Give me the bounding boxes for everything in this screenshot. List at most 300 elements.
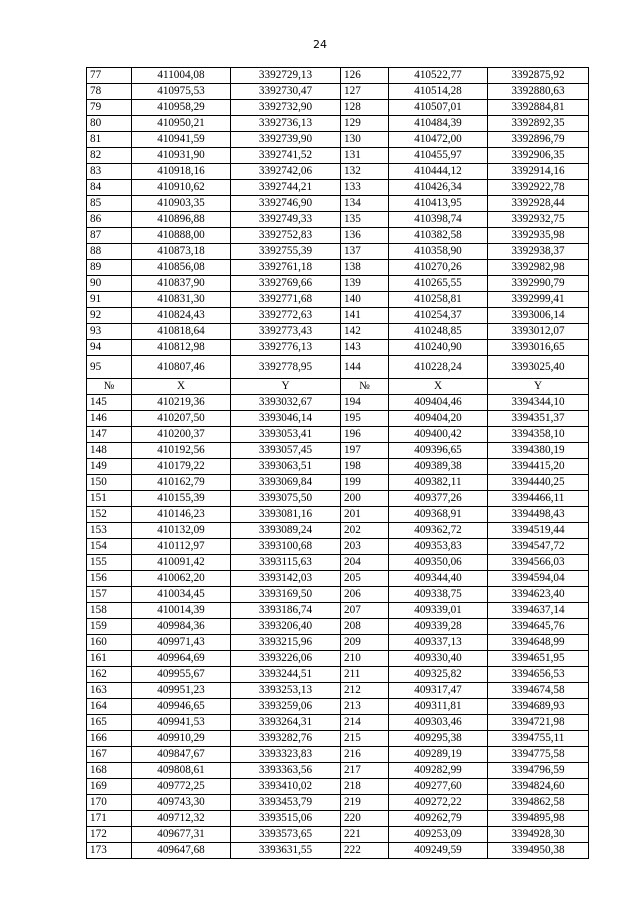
table-row <box>87 571 589 587</box>
x-coordinate-cell: 410856,08 <box>132 260 231 276</box>
point-number-cell: 207 <box>341 603 389 619</box>
x-coordinate-cell: 409295,38 <box>389 731 488 747</box>
x-coordinate-cell: 409368,91 <box>389 507 488 523</box>
table-row <box>87 491 589 507</box>
y-coordinate-cell: 3393186,74 <box>231 603 341 619</box>
x-coordinate-cell: 409289,19 <box>389 747 488 763</box>
point-number-cell: 136 <box>341 228 389 244</box>
table-row <box>87 196 589 212</box>
point-number-cell: 197 <box>341 443 389 459</box>
y-coordinate-cell: 3394415,20 <box>488 459 589 475</box>
x-coordinate-cell: 409353,83 <box>389 539 488 555</box>
x-coordinate-cell: 409350,06 <box>389 555 488 571</box>
y-coordinate-cell: 3392932,75 <box>488 212 589 228</box>
point-number-cell: 163 <box>87 683 132 699</box>
point-number-cell: 147 <box>87 427 132 443</box>
x-coordinate-cell: 410270,26 <box>389 260 488 276</box>
point-number-cell: 201 <box>341 507 389 523</box>
x-coordinate-cell: 410248,85 <box>389 324 488 340</box>
table-row <box>87 475 589 491</box>
table-row <box>87 635 589 651</box>
x-coordinate-cell: 410444,12 <box>389 164 488 180</box>
y-coordinate-cell: 3394645,76 <box>488 619 589 635</box>
y-coordinate-cell: 3394651,95 <box>488 651 589 667</box>
y-coordinate-cell: 3392999,41 <box>488 292 589 308</box>
y-coordinate-cell: 3393215,96 <box>231 635 341 651</box>
x-coordinate-cell: 410818,64 <box>132 324 231 340</box>
y-coordinate-cell: 3394594,04 <box>488 571 589 587</box>
y-coordinate-cell: 3393453,79 <box>231 795 341 811</box>
point-number-cell: 131 <box>341 148 389 164</box>
table-row <box>87 164 589 180</box>
x-coordinate-cell: 410200,37 <box>132 427 231 443</box>
x-coordinate-cell: 410112,97 <box>132 539 231 555</box>
y-coordinate-cell: 3394674,58 <box>488 683 589 699</box>
x-coordinate-cell: 409338,75 <box>389 587 488 603</box>
x-coordinate-cell: 409712,32 <box>132 811 231 827</box>
y-coordinate-cell: 3393282,76 <box>231 731 341 747</box>
x-coordinate-cell: 409946,65 <box>132 699 231 715</box>
point-number-cell: 83 <box>87 164 132 180</box>
y-coordinate-cell: 3392729,13 <box>231 68 341 84</box>
x-coordinate-cell: 409344,40 <box>389 571 488 587</box>
y-coordinate-cell: 3393063,51 <box>231 459 341 475</box>
y-coordinate-cell: 3392739,90 <box>231 132 341 148</box>
point-number-cell: 84 <box>87 180 132 196</box>
y-coordinate-cell: 3393363,56 <box>231 763 341 779</box>
y-coordinate-cell: 3392736,13 <box>231 116 341 132</box>
table-row <box>87 843 589 859</box>
y-coordinate-cell: 3393089,24 <box>231 523 341 539</box>
y-coordinate-cell: 3393100,68 <box>231 539 341 555</box>
x-coordinate-cell: 409847,67 <box>132 747 231 763</box>
y-coordinate-cell: 3394895,98 <box>488 811 589 827</box>
point-number-cell: 164 <box>87 699 132 715</box>
y-coordinate-cell: 3393323,83 <box>231 747 341 763</box>
x-coordinate-cell: 410941,59 <box>132 132 231 148</box>
x-coordinate-cell: 409984,36 <box>132 619 231 635</box>
point-number-cell: 79 <box>87 100 132 116</box>
y-coordinate-cell: 3394351,37 <box>488 411 589 427</box>
point-number-cell: 127 <box>341 84 389 100</box>
y-coordinate-cell: 3392875,92 <box>488 68 589 84</box>
table-row <box>87 539 589 555</box>
point-number-cell: 200 <box>341 491 389 507</box>
x-coordinate-cell: 410824,43 <box>132 308 231 324</box>
y-coordinate-cell: 3392922,78 <box>488 180 589 196</box>
x-coordinate-cell: 409647,68 <box>132 843 231 859</box>
table-row <box>87 148 589 164</box>
x-coordinate-cell: 409325,82 <box>389 667 488 683</box>
x-coordinate-cell: 409382,11 <box>389 475 488 491</box>
point-number-cell: 217 <box>341 763 389 779</box>
x-coordinate-cell: 409964,69 <box>132 651 231 667</box>
point-number-cell: 154 <box>87 539 132 555</box>
point-number-cell: 166 <box>87 731 132 747</box>
point-number-cell: 78 <box>87 84 132 100</box>
header-row <box>87 379 589 395</box>
point-number-cell: 214 <box>341 715 389 731</box>
table-row <box>87 811 589 827</box>
header-cell-y: Y <box>231 379 341 395</box>
x-coordinate-cell: 409677,31 <box>132 827 231 843</box>
x-coordinate-cell: 409772,25 <box>132 779 231 795</box>
point-number-cell: 86 <box>87 212 132 228</box>
x-coordinate-cell: 410358,90 <box>389 244 488 260</box>
y-coordinate-cell: 3394498,43 <box>488 507 589 523</box>
x-coordinate-cell: 409955,67 <box>132 667 231 683</box>
point-number-cell: 80 <box>87 116 132 132</box>
y-coordinate-cell: 3393226,06 <box>231 651 341 667</box>
y-coordinate-cell: 3393631,55 <box>231 843 341 859</box>
header-cell-no: № <box>341 379 389 395</box>
table-row <box>87 667 589 683</box>
point-number-cell: 216 <box>341 747 389 763</box>
x-coordinate-cell: 410918,16 <box>132 164 231 180</box>
point-number-cell: 137 <box>341 244 389 260</box>
table-row <box>87 619 589 635</box>
point-number-cell: 149 <box>87 459 132 475</box>
y-coordinate-cell: 3392746,90 <box>231 196 341 212</box>
point-number-cell: 213 <box>341 699 389 715</box>
point-number-cell: 91 <box>87 292 132 308</box>
y-coordinate-cell: 3394721,98 <box>488 715 589 731</box>
point-number-cell: 205 <box>341 571 389 587</box>
point-number-cell: 148 <box>87 443 132 459</box>
table-row <box>87 228 589 244</box>
point-number-cell: 81 <box>87 132 132 148</box>
x-coordinate-cell: 410228,24 <box>389 356 488 379</box>
y-coordinate-cell: 3392778,95 <box>231 356 341 379</box>
point-number-cell: 132 <box>341 164 389 180</box>
y-coordinate-cell: 3394358,10 <box>488 427 589 443</box>
table-row <box>87 827 589 843</box>
page-number: 24 <box>313 38 327 51</box>
point-number-cell: 219 <box>341 795 389 811</box>
point-number-cell: 95 <box>87 356 132 379</box>
y-coordinate-cell: 3392776,13 <box>231 340 341 356</box>
y-coordinate-cell: 3392755,39 <box>231 244 341 260</box>
table-row <box>87 651 589 667</box>
table-row <box>87 411 589 427</box>
header-cell-x: X <box>132 379 231 395</box>
table-row <box>87 763 589 779</box>
y-coordinate-cell: 3392896,79 <box>488 132 589 148</box>
y-coordinate-cell: 3394440,25 <box>488 475 589 491</box>
x-coordinate-cell: 410155,39 <box>132 491 231 507</box>
y-coordinate-cell: 3393515,06 <box>231 811 341 827</box>
y-coordinate-cell: 3393006,14 <box>488 308 589 324</box>
x-coordinate-cell: 410950,21 <box>132 116 231 132</box>
point-number-cell: 151 <box>87 491 132 507</box>
table-row <box>87 395 589 411</box>
x-coordinate-cell: 409971,43 <box>132 635 231 651</box>
table-row <box>87 555 589 571</box>
x-coordinate-cell: 410514,28 <box>389 84 488 100</box>
y-coordinate-cell: 3392906,35 <box>488 148 589 164</box>
x-coordinate-cell: 410192,56 <box>132 443 231 459</box>
y-coordinate-cell: 3393057,45 <box>231 443 341 459</box>
x-coordinate-cell: 410413,95 <box>389 196 488 212</box>
x-coordinate-cell: 410132,09 <box>132 523 231 539</box>
x-coordinate-cell: 410975,53 <box>132 84 231 100</box>
y-coordinate-cell: 3393081,16 <box>231 507 341 523</box>
y-coordinate-cell: 3394656,53 <box>488 667 589 683</box>
point-number-cell: 138 <box>341 260 389 276</box>
point-number-cell: 173 <box>87 843 132 859</box>
y-coordinate-cell: 3393264,31 <box>231 715 341 731</box>
point-number-cell: 139 <box>341 276 389 292</box>
point-number-cell: 152 <box>87 507 132 523</box>
x-coordinate-cell: 409362,72 <box>389 523 488 539</box>
point-number-cell: 129 <box>341 116 389 132</box>
point-number-cell: 150 <box>87 475 132 491</box>
table-row <box>87 276 589 292</box>
x-coordinate-cell: 410091,42 <box>132 555 231 571</box>
y-coordinate-cell: 3393069,84 <box>231 475 341 491</box>
point-number-cell: 77 <box>87 68 132 84</box>
table-row <box>87 523 589 539</box>
table-row <box>87 308 589 324</box>
table-row <box>87 507 589 523</box>
x-coordinate-cell: 410162,79 <box>132 475 231 491</box>
point-number-cell: 135 <box>341 212 389 228</box>
y-coordinate-cell: 3392884,81 <box>488 100 589 116</box>
x-coordinate-cell: 410455,97 <box>389 148 488 164</box>
point-number-cell: 146 <box>87 411 132 427</box>
y-coordinate-cell: 3392744,21 <box>231 180 341 196</box>
x-coordinate-cell: 410958,29 <box>132 100 231 116</box>
table-row <box>87 244 589 260</box>
x-coordinate-cell: 410382,58 <box>389 228 488 244</box>
x-coordinate-cell: 409249,59 <box>389 843 488 859</box>
point-number-cell: 126 <box>341 68 389 84</box>
x-coordinate-cell: 409253,09 <box>389 827 488 843</box>
table-row <box>87 795 589 811</box>
x-coordinate-cell: 410207,50 <box>132 411 231 427</box>
x-coordinate-cell: 409404,46 <box>389 395 488 411</box>
x-coordinate-cell: 410888,00 <box>132 228 231 244</box>
x-coordinate-cell: 409337,13 <box>389 635 488 651</box>
y-coordinate-cell: 3392982,98 <box>488 260 589 276</box>
point-number-cell: 145 <box>87 395 132 411</box>
table-row <box>87 292 589 308</box>
table-row <box>87 212 589 228</box>
y-coordinate-cell: 3394928,30 <box>488 827 589 843</box>
header-cell-y: Y <box>488 379 589 395</box>
table-row <box>87 84 589 100</box>
y-coordinate-cell: 3392892,35 <box>488 116 589 132</box>
x-coordinate-cell: 410219,36 <box>132 395 231 411</box>
point-number-cell: 140 <box>341 292 389 308</box>
y-coordinate-cell: 3394862,58 <box>488 795 589 811</box>
point-number-cell: 156 <box>87 571 132 587</box>
x-coordinate-cell: 409808,61 <box>132 763 231 779</box>
table-row <box>87 459 589 475</box>
x-coordinate-cell: 409404,20 <box>389 411 488 427</box>
y-coordinate-cell: 3394950,38 <box>488 843 589 859</box>
coordinates-table-top-section <box>87 68 589 379</box>
point-number-cell: 142 <box>341 324 389 340</box>
x-coordinate-cell: 410265,55 <box>389 276 488 292</box>
point-number-cell: 134 <box>341 196 389 212</box>
x-coordinate-cell: 410014,39 <box>132 603 231 619</box>
table-row <box>87 324 589 340</box>
y-coordinate-cell: 3392914,16 <box>488 164 589 180</box>
point-number-cell: 168 <box>87 763 132 779</box>
x-coordinate-cell: 410931,90 <box>132 148 231 164</box>
y-coordinate-cell: 3393169,50 <box>231 587 341 603</box>
y-coordinate-cell: 3394380,19 <box>488 443 589 459</box>
y-coordinate-cell: 3392752,83 <box>231 228 341 244</box>
x-coordinate-cell: 409339,28 <box>389 619 488 635</box>
x-coordinate-cell: 410258,81 <box>389 292 488 308</box>
y-coordinate-cell: 3392732,90 <box>231 100 341 116</box>
y-coordinate-cell: 3393053,41 <box>231 427 341 443</box>
point-number-cell: 211 <box>341 667 389 683</box>
y-coordinate-cell: 3392935,98 <box>488 228 589 244</box>
point-number-cell: 89 <box>87 260 132 276</box>
point-number-cell: 204 <box>341 555 389 571</box>
y-coordinate-cell: 3393259,06 <box>231 699 341 715</box>
y-coordinate-cell: 3394344,10 <box>488 395 589 411</box>
point-number-cell: 215 <box>341 731 389 747</box>
point-number-cell: 160 <box>87 635 132 651</box>
point-number-cell: 94 <box>87 340 132 356</box>
x-coordinate-cell: 410812,98 <box>132 340 231 356</box>
point-number-cell: 143 <box>341 340 389 356</box>
table-row <box>87 356 589 379</box>
table-row <box>87 715 589 731</box>
table-row <box>87 779 589 795</box>
coordinates-table <box>86 67 589 859</box>
point-number-cell: 212 <box>341 683 389 699</box>
y-coordinate-cell: 3392880,63 <box>488 84 589 100</box>
point-number-cell: 170 <box>87 795 132 811</box>
point-number-cell: 220 <box>341 811 389 827</box>
point-number-cell: 82 <box>87 148 132 164</box>
y-coordinate-cell: 3393115,63 <box>231 555 341 571</box>
point-number-cell: 199 <box>341 475 389 491</box>
point-number-cell: 162 <box>87 667 132 683</box>
table-row <box>87 116 589 132</box>
point-number-cell: 85 <box>87 196 132 212</box>
y-coordinate-cell: 3394775,58 <box>488 747 589 763</box>
x-coordinate-cell: 409272,22 <box>389 795 488 811</box>
y-coordinate-cell: 3394566,03 <box>488 555 589 571</box>
y-coordinate-cell: 3392730,47 <box>231 84 341 100</box>
point-number-cell: 222 <box>341 843 389 859</box>
y-coordinate-cell: 3393253,13 <box>231 683 341 699</box>
x-coordinate-cell: 410179,22 <box>132 459 231 475</box>
point-number-cell: 92 <box>87 308 132 324</box>
point-number-cell: 206 <box>341 587 389 603</box>
x-coordinate-cell: 409277,60 <box>389 779 488 795</box>
point-number-cell: 167 <box>87 747 132 763</box>
x-coordinate-cell: 409317,47 <box>389 683 488 699</box>
point-number-cell: 202 <box>341 523 389 539</box>
y-coordinate-cell: 3394755,11 <box>488 731 589 747</box>
point-number-cell: 172 <box>87 827 132 843</box>
y-coordinate-cell: 3392742,06 <box>231 164 341 180</box>
y-coordinate-cell: 3392749,33 <box>231 212 341 228</box>
point-number-cell: 87 <box>87 228 132 244</box>
y-coordinate-cell: 3392741,52 <box>231 148 341 164</box>
coordinates-table-header <box>87 379 589 395</box>
table-row <box>87 603 589 619</box>
x-coordinate-cell: 409389,38 <box>389 459 488 475</box>
point-number-cell: 88 <box>87 244 132 260</box>
y-coordinate-cell: 3394466,11 <box>488 491 589 507</box>
y-coordinate-cell: 3393046,14 <box>231 411 341 427</box>
x-coordinate-cell: 410034,45 <box>132 587 231 603</box>
x-coordinate-cell: 409377,26 <box>389 491 488 507</box>
y-coordinate-cell: 3394547,72 <box>488 539 589 555</box>
x-coordinate-cell: 410837,90 <box>132 276 231 292</box>
y-coordinate-cell: 3394623,40 <box>488 587 589 603</box>
y-coordinate-cell: 3394824,60 <box>488 779 589 795</box>
point-number-cell: 218 <box>341 779 389 795</box>
point-number-cell: 208 <box>341 619 389 635</box>
x-coordinate-cell: 409743,30 <box>132 795 231 811</box>
y-coordinate-cell: 3393410,02 <box>231 779 341 795</box>
x-coordinate-cell: 410426,34 <box>389 180 488 196</box>
y-coordinate-cell: 3393016,65 <box>488 340 589 356</box>
x-coordinate-cell: 410472,00 <box>389 132 488 148</box>
point-number-cell: 194 <box>341 395 389 411</box>
point-number-cell: 210 <box>341 651 389 667</box>
point-number-cell: 153 <box>87 523 132 539</box>
y-coordinate-cell: 3392928,44 <box>488 196 589 212</box>
table-row <box>87 340 589 356</box>
point-number-cell: 161 <box>87 651 132 667</box>
x-coordinate-cell: 409282,99 <box>389 763 488 779</box>
y-coordinate-cell: 3393244,51 <box>231 667 341 683</box>
point-number-cell: 165 <box>87 715 132 731</box>
y-coordinate-cell: 3393573,65 <box>231 827 341 843</box>
y-coordinate-cell: 3392773,43 <box>231 324 341 340</box>
point-number-cell: 157 <box>87 587 132 603</box>
y-coordinate-cell: 3393012,07 <box>488 324 589 340</box>
x-coordinate-cell: 410484,39 <box>389 116 488 132</box>
x-coordinate-cell: 410522,77 <box>389 68 488 84</box>
y-coordinate-cell: 3392938,37 <box>488 244 589 260</box>
point-number-cell: 90 <box>87 276 132 292</box>
table-row <box>87 68 589 84</box>
point-number-cell: 195 <box>341 411 389 427</box>
y-coordinate-cell: 3394637,14 <box>488 603 589 619</box>
x-coordinate-cell: 409330,40 <box>389 651 488 667</box>
x-coordinate-cell: 410831,30 <box>132 292 231 308</box>
table-row <box>87 699 589 715</box>
point-number-cell: 144 <box>341 356 389 379</box>
x-coordinate-cell: 410873,18 <box>132 244 231 260</box>
point-number-cell: 171 <box>87 811 132 827</box>
point-number-cell: 169 <box>87 779 132 795</box>
x-coordinate-cell: 409311,81 <box>389 699 488 715</box>
x-coordinate-cell: 409396,65 <box>389 443 488 459</box>
x-coordinate-cell: 409941,53 <box>132 715 231 731</box>
y-coordinate-cell: 3393032,67 <box>231 395 341 411</box>
y-coordinate-cell: 3392771,68 <box>231 292 341 308</box>
x-coordinate-cell: 409339,01 <box>389 603 488 619</box>
x-coordinate-cell: 409400,42 <box>389 427 488 443</box>
point-number-cell: 130 <box>341 132 389 148</box>
x-coordinate-cell: 410910,62 <box>132 180 231 196</box>
x-coordinate-cell: 410254,37 <box>389 308 488 324</box>
x-coordinate-cell: 410398,74 <box>389 212 488 228</box>
x-coordinate-cell: 410507,01 <box>389 100 488 116</box>
